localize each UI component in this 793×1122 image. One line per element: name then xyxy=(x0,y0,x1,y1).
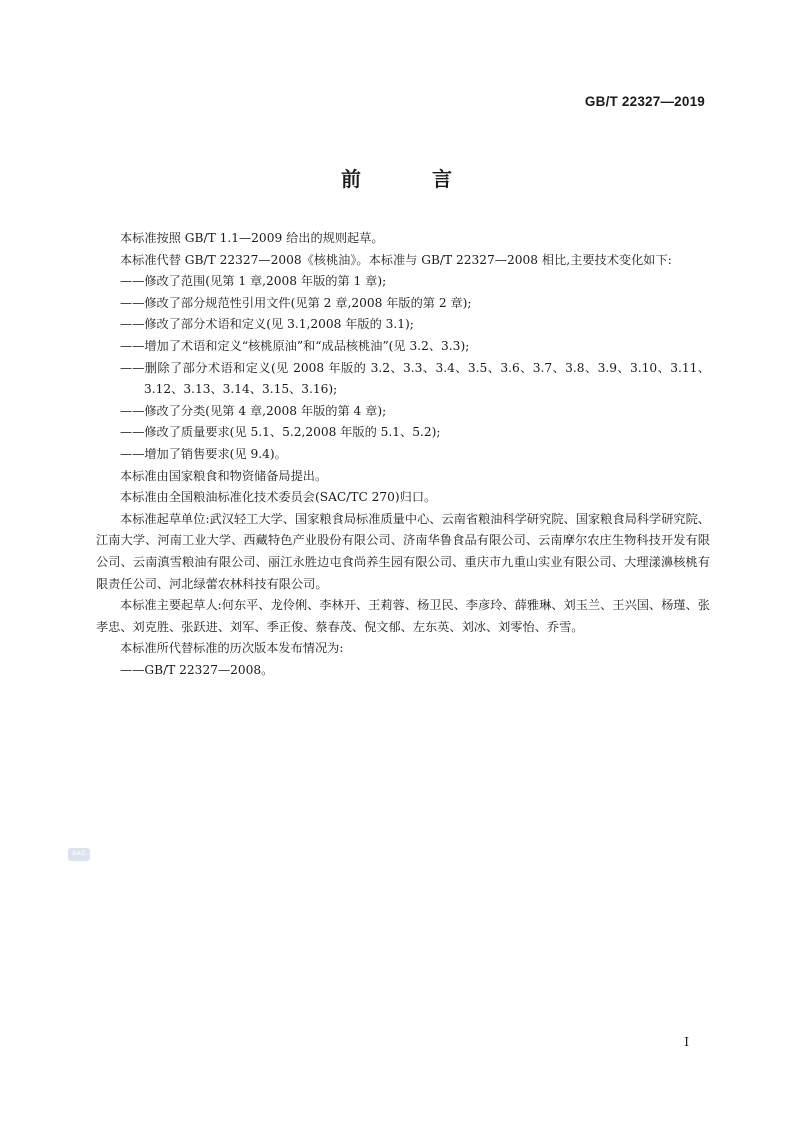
change-list-item: ——修改了部分规范性引用文件(见第 2 章,2008 年版的第 2 章); xyxy=(120,295,472,310)
body-paragraph: 本标准起草单位:武汉轻工大学、国家粮食局标准质量中心、云南省粮油科学研究院、国家粮食局科学研究院、江南大学、河南工业大学、西藏特色产业股份有限公司、济南华鲁食品有限公司、云南摩尔农庄生物科技开发有限公司、云南滇雪粮油有限公司、丽江永胜边屯食尚养生园有限公司、重庆市九重山实业有限公司、大理漾濞核桃有限责任公司、河北绿蕾农林科技有限公司。 xyxy=(96,511,710,591)
page-title: 前 言 xyxy=(341,167,484,191)
body-paragraph: 本标准所代替标准的历次版本发布情况为: xyxy=(120,641,344,656)
body-paragraph: 本标准代替 GB/T 22327—2008《核桃油》。本标准与 GB/T 22327—2008 相比,主要技术变化如下: xyxy=(120,252,672,267)
body-paragraph: 本标准按照 GB/T 1.1—2009 给出的规则起草。 xyxy=(120,231,384,245)
body-paragraph: 本标准由国家粮食和物资储备局提出。 xyxy=(120,468,328,483)
sac-watermark-logo: SAC xyxy=(68,848,90,861)
body-paragraph: 本标准主要起草人:何东平、龙伶俐、李林开、王莉蓉、杨卫民、李彦玲、薛雅琳、刘玉兰、王兴国、杨瑾、张孝忠、刘克胜、张跃进、刘军、季正俊、蔡春茂、倪文郁、左东英、刘冰、刘零怡、乔雪。 xyxy=(96,598,710,634)
change-list-item: ——删除了部分术语和定义(见 2008 年版的 3.2、3.3、3.4、3.5、3.6、3.7、3.8、3.9、3.10、3.11、3.12、3.13、3.14、3.15、3.16); xyxy=(120,360,710,397)
standard-code: GB/T 22327—2019 xyxy=(584,94,705,109)
page-number: I xyxy=(684,1035,689,1049)
change-list-item: ——修改了范围(见第 1 章,2008 年版的第 1 章); xyxy=(120,274,387,289)
change-list-item: ——修改了质量要求(见 5.1、5.2,2008 年版的 5.1、5.2); xyxy=(120,425,441,440)
body-paragraph: 本标准由全国粮油标准化技术委员会(SAC/TC 270)归口。 xyxy=(120,490,437,505)
change-list-item: ——增加了销售要求(见 9.4)。 xyxy=(120,446,287,461)
change-list-item: ——增加了术语和定义“核桃原油”和“成品核桃油”(见 3.2、3.3); xyxy=(120,338,470,353)
change-list-item: ——GB/T 22327—2008。 xyxy=(120,662,274,677)
change-list-item: ——修改了分类(见第 4 章,2008 年版的第 4 章); xyxy=(120,403,387,418)
change-list-item: ——修改了部分术语和定义(见 3.1,2008 年版的 3.1); xyxy=(120,317,414,332)
foreword-body xyxy=(96,228,710,681)
